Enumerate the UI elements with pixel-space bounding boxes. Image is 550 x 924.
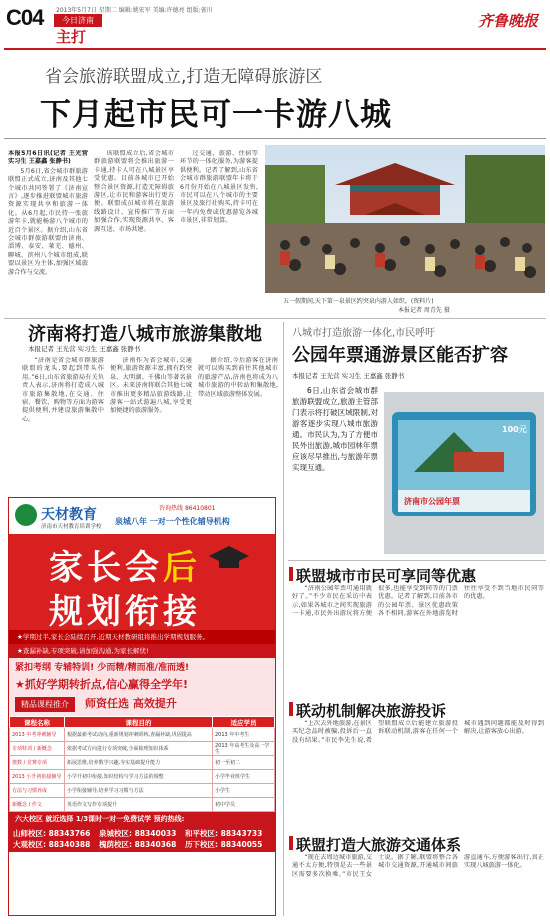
- page-number: C04: [6, 5, 44, 30]
- ad-footer: 六大校区 就近选择 1/3课时一对一免费试学 预约热线:: [9, 812, 275, 826]
- course-goal: 小学升初中衔接,知识结构与学习方法的调整: [65, 770, 213, 784]
- card-value: 100元: [502, 425, 527, 434]
- course-students: 初中学员: [213, 798, 275, 812]
- lead-photo: [265, 145, 545, 293]
- ad-hotline-number: 86410801: [184, 505, 216, 512]
- ad-promo-1: 紧扣考纲 专辅特训! 少而精/精而准/准而透!: [15, 663, 190, 673]
- card-label: 济南市公园年票: [404, 497, 460, 506]
- parkcard-photo: [384, 392, 544, 554]
- course-students: 2013 年高考生及高一学生: [213, 742, 275, 756]
- story3-kicker: 八城市打造旅游一体化,市民呼吁: [292, 328, 436, 339]
- course-table-header: 适应学员: [213, 717, 275, 728]
- ad-title-b: 后: [163, 548, 201, 588]
- story2-headline: 济南将打造八城市旅游集散地: [28, 324, 262, 345]
- story2-text-2: 济南作为省会城市,交通便利,旅游资源丰富,拥有趵突泉、大明湖、千佛山等著名景区。未来济南将联合其他七城市推出更多精品旅游线路,让游客一站式游遍八城,享受更加便捷的旅游服务。: [110, 357, 192, 415]
- story2-text-3: 据介绍,今后游客在济南就可以购买到前往其他城市的旅游产品,济南也将成为八城市旅游的中转站和集散地,带动区域旅游整体发展。: [198, 357, 278, 398]
- ad-logo: 天材教育: [41, 507, 97, 523]
- course-name: 2013 中考冲刺辅导: [10, 728, 65, 742]
- ad-logo-subtitle: 济南市天材教育培训学校: [41, 524, 102, 530]
- campus-phone: 山师校区: 88343766: [13, 829, 91, 838]
- course-name: 专项特训 / 新概念: [10, 742, 65, 756]
- ad-title-a: 家长会: [49, 548, 163, 588]
- opinion2-body: [292, 720, 544, 828]
- lead-headline: 下月起市民可一卡游八城: [40, 97, 392, 133]
- campus-phone: 和平校区: 88343733: [185, 829, 263, 838]
- course-goal: 依据考试方向进行专项突破,全面梳理知识体系: [65, 742, 213, 756]
- course-goal: 拓展思维,培养数学兴趣,夯实基础提升能力: [65, 756, 213, 770]
- newspaper-logo: 齐鲁晚报: [477, 12, 538, 30]
- course-name: 新概念 / 作文: [10, 798, 65, 812]
- lead-subtitle: 省会旅游联盟成立,打造无障碍旅游区: [45, 67, 323, 87]
- ad-logo-icon: [15, 504, 37, 526]
- course-table-header: 课程名称: [10, 717, 65, 728]
- course-name: 2013 小升初衔接辅导: [10, 770, 65, 784]
- opinion1-headline: 联盟城市市民可享同等优惠: [296, 567, 477, 585]
- course-goal: 小学衔接辅导,培养学习习惯与方法: [65, 784, 213, 798]
- course-students: 初一至初二: [213, 756, 275, 770]
- lead-text-3: 过交通、旅游、住宿等环节的一体化服务,为游客提供便利。记者了解到,山东省会城市群旅游联盟年卡将于6月份开始在八城景区发售,市民可以在八个城市的主要景区及旅行社购买,持卡可在一年内免费或优惠游览各城市景区,非常划算。: [180, 150, 258, 225]
- story2-byline: 本报记者 王光营 实习生 王嘉鑫 张静书: [28, 345, 141, 353]
- course-students: 小学毕业班学生: [213, 770, 275, 784]
- issue-meta: 2013年5月7日 星期二 编辑:姚宏军 美编:许德亮 组版:雀川: [56, 7, 213, 14]
- campus-phone: 泉城校区: 88340033: [99, 829, 177, 838]
- campus-phones: [9, 826, 275, 852]
- course-table-header: 课程目的: [65, 717, 213, 728]
- ad-hotline: [159, 503, 215, 512]
- ad-slogan: 泉城八年 一对一个性化辅导机构: [115, 517, 230, 526]
- ad-promo-3: 精品课程推介: [15, 697, 75, 712]
- course-name: 奥数 / 竞赛专项: [10, 756, 65, 770]
- table-row: [10, 770, 275, 784]
- graduation-cap-icon: [209, 544, 249, 574]
- advertisement: [8, 497, 276, 916]
- column-divider: [283, 322, 284, 916]
- opinion2-text: “上次去外地旅游,在景区买纪念品时被骗,投诉后一直没有结果。”市民李先生说,希望联盟成立后能建立旅游投诉联动机制,游客在任何一个城市遇到问题都能及时得到解决,让游客放心出游。: [292, 720, 544, 744]
- ad-hotline-label: 咨询热线: [159, 505, 184, 512]
- campus-phone: 大观校区: 88340388: [13, 840, 91, 849]
- opinion3-body: [292, 854, 544, 918]
- opinion1-body: [292, 585, 544, 693]
- opinion2-marker: [289, 702, 293, 716]
- story3-intro-text: 6日,山东省会城市群旅游联盟成立,旅游主管部门表示将打破区域限制,对游客逐步实现八城市旅游通。市民认为,为了方便市民外出旅游,城市园林年票应该尽早推出,与旅游年票实现互通。: [292, 386, 378, 472]
- photo-credit: 本报记者 周青先 摄: [398, 307, 450, 314]
- opinion2-headline: 联动机制解决旅游投诉: [296, 702, 447, 720]
- table-row: [10, 742, 275, 756]
- opinion3-text: “现在去周边城市旅游,交通不太方便,特别是去一些景区需要多次换乘。”市民王女士说。据了解,联盟将整合各城市交通资源,开通城市间旅游直通车,方便游客出行,真正实现八城旅游一体化。: [292, 854, 544, 878]
- course-students: 小学生: [213, 784, 275, 798]
- course-goal: 根据最新考试动向,重新规划冲刺训练,查漏补缺,巩固提高: [65, 728, 213, 742]
- section-title: 主打: [56, 28, 87, 46]
- opinion3-headline: 联盟打造大旅游交通体系: [296, 836, 462, 854]
- story3-headline: 公园年票通游景区能否扩容: [292, 345, 508, 366]
- ad-title-line2: 规划衔接: [49, 592, 201, 632]
- headline-rule: [4, 138, 546, 139]
- section-tag: 今日济南: [54, 14, 102, 27]
- campus-phone: 槐荫校区: 88340368: [99, 840, 177, 849]
- lead-column-3: [180, 150, 258, 320]
- ad-promo-4: 师资任选 高效提升: [85, 697, 177, 710]
- table-row: [10, 798, 275, 812]
- header-rule: [4, 48, 546, 50]
- story2-column-2: [110, 357, 192, 491]
- ad-promo-2: ★抓好学期转折点,信心赢得全学年!: [15, 678, 189, 691]
- story2-text-1: “济南是省会城市群旅游联盟的龙头,要起到带头作用。”6日,山东省旅游局有关负责人表示,济南将打造成八城市旅游集散地,在交通、住宿、餐饮、购物等方面为游客提供便利,并建设旅游集散中心。: [22, 357, 104, 423]
- ad-title-block: [9, 534, 275, 630]
- lead-byline: 本报5月6日讯(记者 王光营 实习生 王嘉鑫 张静书): [8, 150, 88, 166]
- story2-column-3: [198, 357, 278, 491]
- ad-promo: [9, 658, 275, 716]
- story2-column-1: [22, 357, 104, 491]
- story3-byline: 本报记者 王光营 实习生 王嘉鑫 张静书: [292, 372, 405, 380]
- course-table: [9, 716, 275, 812]
- section-rule: [4, 318, 546, 319]
- course-goal: 英语作文写作专项提升: [65, 798, 213, 812]
- ad-title-line1: [49, 540, 201, 589]
- opinion3-marker: [289, 836, 293, 850]
- campus-phone: 历下校区: 88340055: [185, 840, 263, 849]
- story3-intro: [292, 385, 378, 555]
- opinion1-text: “济南公园年票可通用就好了。”不少市民在采访中表示,如果各城市之间实现旅游一卡通,市民外出游玩将方便很多,也能享受到同等的门票优惠。记者了解到,目前各市的公园年票、景区优惠政策各不相同,游客在外地游览时往往享受不到当地市民同等的优惠。: [292, 585, 544, 618]
- course-students: 2013 年中考生: [213, 728, 275, 742]
- table-row: [10, 784, 275, 798]
- table-row: [10, 728, 275, 742]
- course-name: 方法与习惯养成: [10, 784, 65, 798]
- ad-banner-2: ★查漏补缺,专项突破,请加强沟通,为家长解忧!: [9, 644, 275, 658]
- opinion1-marker: [289, 567, 293, 581]
- lead-text-1: 5月6日,省会城市群旅游联盟正式成立,济南及其他七个城市共同签署了《济南宣言》,逐步推进联盟城市旅游资源实现共享和旅游一体化。从6月起,市民持一张旅游年卡,就能畅游八个城市的近百个景区。据介绍,山东省会城市群旅游联盟由济南、淄博、泰安、莱芜、德州、聊城、滨州八个城市组成,联盟以景区为主体,加强区域旅游合作与交流。: [8, 167, 88, 276]
- opinion-rule: [288, 560, 546, 561]
- lead-text-2: 该联盟成立后,省会城市群旅游联盟将会推出旅游一卡通,持卡人可在八城景区享受优惠。目前各城市已开始整合景区资源,打造无障碍旅游区,让市民和游客出行更方便。联盟成员城市将在旅游线路设计、宣传推广等方面加强合作,实现资源共享、客源互送、市场共建。: [94, 150, 174, 233]
- lead-column-1: [8, 150, 88, 320]
- ad-header: [9, 498, 275, 534]
- ad-banner-1: ★学期过半,家长会陆续召开,近期天材教研组将推出学期规划服务。: [9, 630, 275, 644]
- photo-caption: 五一假期间,天下第一泉景区趵突泉内游人如织。(资料片): [283, 298, 434, 305]
- lead-column-2: [94, 150, 174, 320]
- table-row: [10, 756, 275, 770]
